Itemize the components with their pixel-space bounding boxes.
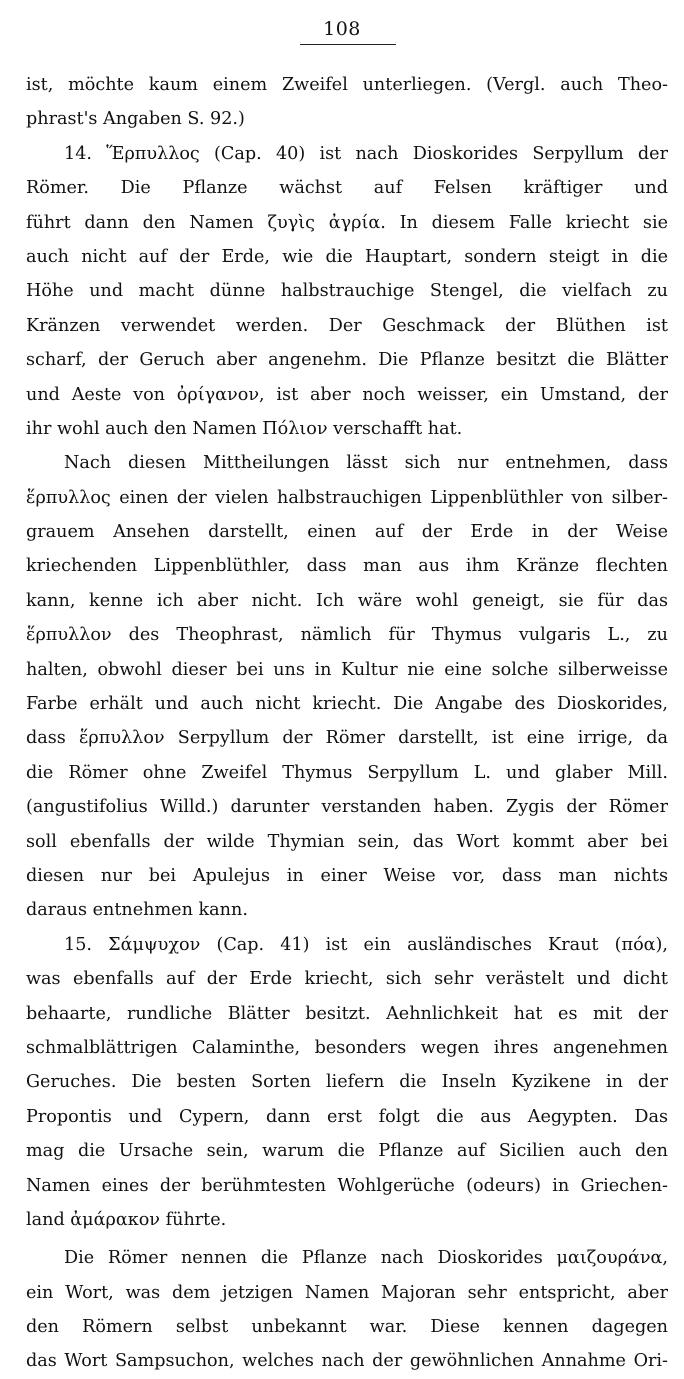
text-line: auch nicht auf der Erde, wie die Hauptart, sondern steigt in die bbox=[26, 246, 668, 267]
text-line: halten, obwohl dieser bei uns in Kultur nie eine solche silberweisse bbox=[26, 659, 668, 680]
text-line: grauem Ansehen darstellt, einen auf der Erde in der Weise bbox=[26, 522, 668, 543]
text-line: was ebenfalls auf der Erde kriecht, sich sehr verästelt und dicht bbox=[26, 969, 668, 990]
text-line: land ἀμάρακον führte. bbox=[26, 1209, 227, 1230]
text-line: ἕρπυλλος einen der vielen halbstrauchigen Lippenblüthler von silber- bbox=[26, 487, 668, 508]
text-line: ihr wohl auch den Namen Πόλιον verschafft hat. bbox=[26, 418, 463, 439]
text-line: und Aeste von ὀρίγανον, ist aber noch weisser, ein Umstand, der bbox=[26, 384, 668, 405]
text-line: soll ebenfalls der wilde Thymian sein, das Wort kommt aber bei bbox=[26, 831, 668, 852]
page-number: 108 bbox=[323, 18, 361, 40]
text-line: Nach diesen Mittheilungen lässt sich nur entnehmen, dass bbox=[64, 453, 668, 474]
text-line: diesen nur bei Apulejus in einer Weise vor, dass man nichts bbox=[26, 865, 668, 886]
text-line: dass ἕρπυλλον Serpyllum der Römer darstellt, ist eine irrige, da bbox=[26, 728, 668, 749]
text-line: kann, kenne ich aber nicht. Ich wäre wohl geneigt, sie für das bbox=[26, 590, 668, 611]
text-line: 15. Σάμψυχον (Cap. 41) ist ein ausländisches Kraut (πόα), bbox=[64, 934, 668, 955]
text-line: ἕρπυλλον des Theophrast, nämlich für Thymus vulgaris L., zu bbox=[26, 625, 668, 646]
text-line: 14. Ἕρπυλλος (Cap. 40) ist nach Dioskorides Serpyllum der bbox=[64, 143, 668, 164]
text-line: scharf, der Geruch aber angenehm. Die Pflanze besitzt die Blätter bbox=[26, 350, 668, 371]
text-line: ein Wort, was dem jetzigen Namen Majoran sehr entspricht, aber bbox=[26, 1282, 668, 1303]
text-line: daraus entnehmen kann. bbox=[26, 900, 248, 921]
body-text bbox=[26, 68, 668, 1379]
text-line: kriechenden Lippenblüthler, dass man aus ihm Kränze flechten bbox=[26, 556, 668, 577]
text-line: Römer. Die Pflanze wächst auf Felsen kräftiger und bbox=[26, 178, 668, 199]
text-line: das Wort Sampsuchon, welches nach der gewöhnlichen Annahme Ori- bbox=[26, 1351, 668, 1372]
text-line: phrast's Angaben S. 92.) bbox=[26, 109, 245, 130]
text-line: Die Römer nennen die Pflanze nach Dioskorides μαιζουράνα, bbox=[64, 1248, 668, 1269]
text-line: Namen eines der berühmtesten Wohlgerüche (odeurs) in Griechen- bbox=[26, 1175, 668, 1196]
text-line: Propontis und Cypern, dann erst folgt die aus Aegypten. Das bbox=[26, 1106, 668, 1127]
text-line: Farbe erhält und auch nicht kriecht. Die Angabe des Dioskorides, bbox=[26, 694, 668, 715]
text-line: den Römern selbst unbekannt war. Diese kennen dagegen bbox=[26, 1317, 668, 1338]
text-line: schmalblättrigen Calaminthe, besonders wegen ihres angenehmen bbox=[26, 1037, 668, 1058]
text-line: Kränzen verwendet werden. Der Geschmack der Blüthen ist bbox=[26, 315, 668, 336]
text-line: ist, möchte kaum einem Zweifel unterliegen. (Vergl. auch Theo- bbox=[26, 75, 668, 95]
text-line: Höhe und macht dünne halbstrauchige Stengel, die vielfach zu bbox=[26, 281, 668, 302]
text-line: führt dann den Namen ζυγὶς ἀγρία. In diesem Falle kriecht sie bbox=[26, 212, 668, 233]
text-line: behaarte, rundliche Blätter besitzt. Aehnlichkeit hat es mit der bbox=[26, 1003, 668, 1024]
text-line: Geruches. Die besten Sorten liefern die Inseln Kyzikene in der bbox=[26, 1072, 668, 1093]
text-line: (angustifolius Willd.) darunter verstanden haben. Zygis der Römer bbox=[26, 797, 668, 818]
text-line: mag die Ursache sein, warum die Pflanze auf Sicilien auch den bbox=[26, 1141, 668, 1162]
text-line: die Römer ohne Zweifel Thymus Serpyllum L. und glaber Mill. bbox=[26, 762, 668, 783]
header-rule bbox=[300, 44, 396, 45]
